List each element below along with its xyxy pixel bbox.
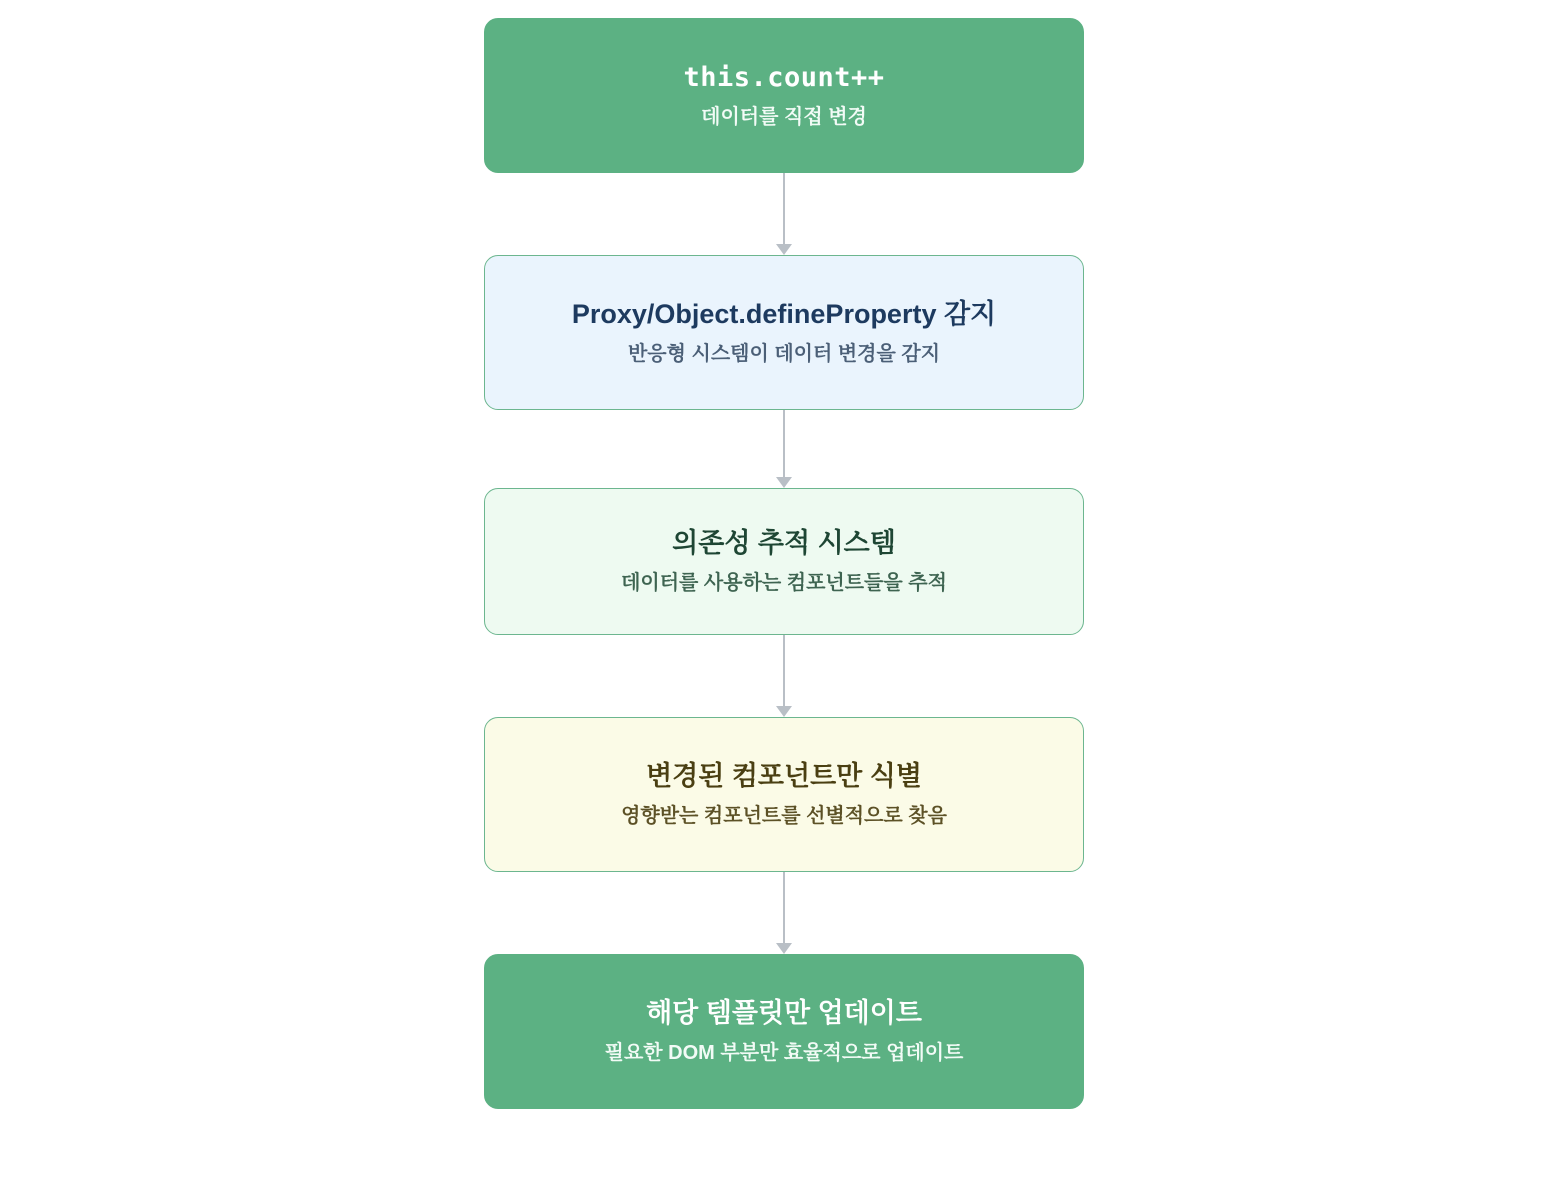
arrow-down-icon-4 xyxy=(772,872,796,954)
arrow-head xyxy=(776,706,792,717)
arrow-head xyxy=(776,943,792,954)
flow-node-5 xyxy=(484,954,1084,1109)
arrow-down-icon-3 xyxy=(772,635,796,717)
flow-node-3-subtitle: 데이터를 사용하는 컴포넌트들을 추적 xyxy=(621,572,947,595)
flow-node-1-title: this.count++ xyxy=(683,61,885,93)
arrow-head xyxy=(776,244,792,255)
arrow-shaft xyxy=(783,410,786,478)
arrow-down-icon-1 xyxy=(772,173,796,255)
arrow-shaft xyxy=(783,173,786,245)
arrow-shaft xyxy=(783,872,786,944)
flow-node-4 xyxy=(484,717,1084,872)
flow-node-3-title: 의존성 추적 시스템 xyxy=(672,527,896,558)
flow-node-5-title: 해당 템플릿만 업데이트 xyxy=(646,997,922,1028)
flow-node-2 xyxy=(484,255,1084,410)
flow-node-1-subtitle: 데이터를 직접 변경 xyxy=(701,106,867,129)
flow-node-2-subtitle: 반응형 시스템이 데이터 변경을 감지 xyxy=(627,343,941,366)
flow-node-5-subtitle: 필요한 DOM 부분만 효율적으로 업데이트 xyxy=(604,1042,964,1065)
flow-node-4-subtitle: 영향받는 컴포넌트를 선별적으로 찾음 xyxy=(621,805,947,828)
flow-node-3 xyxy=(484,488,1084,635)
flow-node-4-title: 변경된 컴포넌트만 식별 xyxy=(646,760,922,791)
arrow-head xyxy=(776,477,792,488)
flow-node-1 xyxy=(484,18,1084,173)
arrow-down-icon-2 xyxy=(772,410,796,488)
flow-node-2-title: Proxy/Object.defineProperty 감지 xyxy=(571,298,997,329)
arrow-shaft xyxy=(783,635,786,707)
